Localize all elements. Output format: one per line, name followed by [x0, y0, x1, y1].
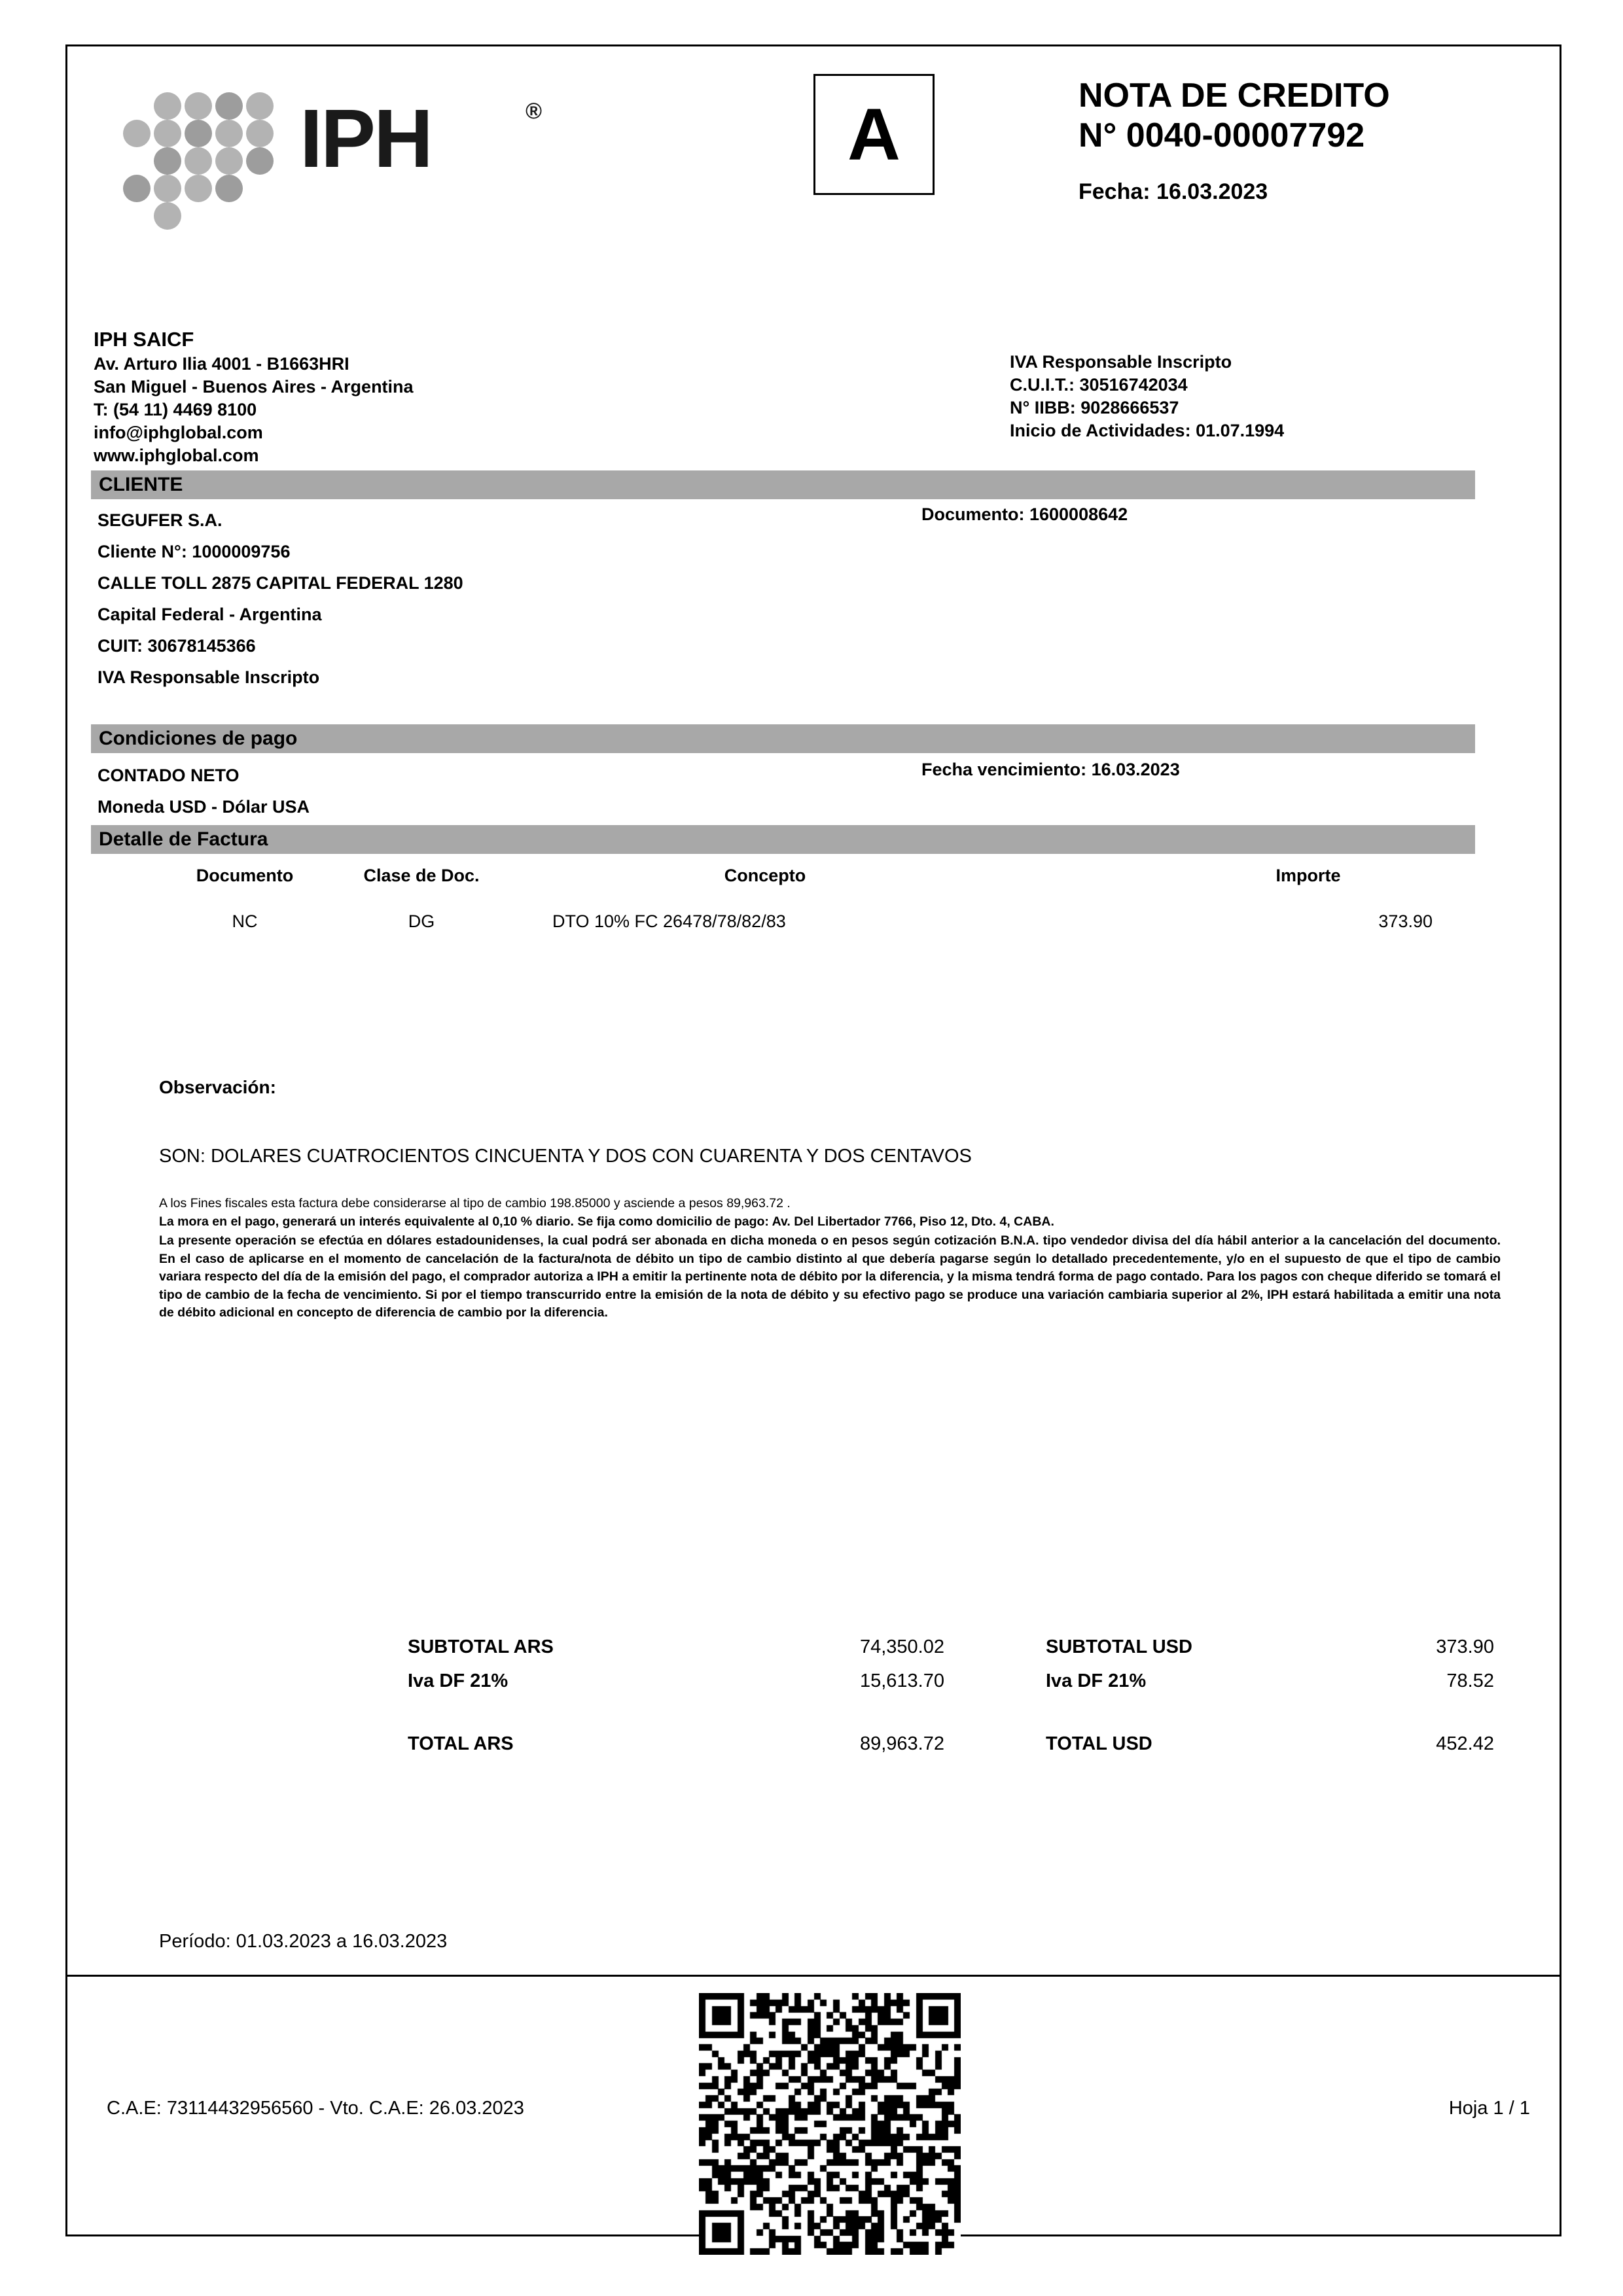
- legal-interest-note: La mora en el pago, generará un interés equivalente al 0,10 % diario. Se fija como domicilio de pago: Av. Del Libertador 7766, Piso 12, Dto. 4, CABA.: [159, 1214, 1054, 1229]
- payment-condition: CONTADO NETO: [98, 766, 240, 785]
- client-city: Capital Federal - Argentina: [98, 605, 322, 624]
- payment-currency: Moneda USD - Dólar USA: [98, 797, 310, 817]
- qr-code: [699, 1993, 961, 2255]
- document-header: [67, 46, 1560, 262]
- emitter-fiscal-block: [1010, 351, 1533, 442]
- emitter-address-line2: San Miguel - Buenos Aires - Argentina: [94, 377, 414, 397]
- emitter-activity-start: Inicio de Actividades: 01.07.1994: [1010, 421, 1285, 440]
- row-clase: DG: [408, 911, 435, 931]
- subtotal-ars-value: 74,350.02: [859, 1636, 944, 1657]
- document-frame: [65, 44, 1561, 2236]
- client-cuit: CUIT: 30678145366: [98, 636, 256, 656]
- client-address: CALLE TOLL 2875 CAPITAL FEDERAL 1280: [98, 573, 463, 593]
- company-logo: [94, 73, 543, 223]
- logo-text: IPH: [300, 92, 432, 185]
- subtotal-usd-label: SUBTOTAL USD: [1046, 1636, 1192, 1657]
- client-document: Documento: 1600008642: [921, 504, 1128, 524]
- client-section-header: [91, 470, 1475, 499]
- column-header-concepto: Concepto: [724, 866, 806, 885]
- legal-exchange-rate-note: A los Fines fiscales esta factura debe considerarse al tipo de cambio 198.85000 y asciende a pesos 89,963.72 .: [159, 1196, 791, 1210]
- emitter-website: www.iphglobal.com: [94, 446, 259, 465]
- column-header-clase: Clase de Doc.: [363, 866, 480, 885]
- logo-dots-icon: [123, 92, 293, 223]
- payment-section-header: [91, 724, 1475, 753]
- iva-usd-value: 78.52: [1446, 1670, 1494, 1691]
- observation-title: Observación:: [159, 1077, 276, 1097]
- row-importe: 373.90: [1378, 911, 1433, 931]
- document-date: Fecha: 16.03.2023: [1079, 179, 1268, 204]
- client-name: SEGUFER S.A.: [98, 510, 223, 530]
- cae-text: C.A.E: 73114432956560 - Vto. C.A.E: 26.03.2023: [107, 2098, 524, 2119]
- subtotal-usd-value: 373.90: [1436, 1636, 1494, 1657]
- iva-ars-label: Iva DF 21%: [408, 1670, 508, 1691]
- emitter-block: [94, 328, 813, 467]
- observation-amount-in-words: SON: DOLARES CUATROCIENTOS CINCUENTA Y DOS CON CUARENTA Y DOS CENTAVOS: [159, 1146, 972, 1167]
- iva-usd-label: Iva DF 21%: [1046, 1670, 1147, 1691]
- total-ars-value: 89,963.72: [859, 1733, 944, 1754]
- emitter-email: info@iphglobal.com: [94, 423, 263, 442]
- emitter-address-line1: Av. Arturo Ilia 4001 - B1663HRI: [94, 354, 349, 374]
- legal-text-block: [159, 1195, 1501, 1322]
- period-text: Período: 01.03.2023 a 16.03.2023: [159, 1931, 448, 1952]
- subtotal-ars-label: SUBTOTAL ARS: [408, 1636, 554, 1657]
- total-usd-label: TOTAL USD: [1046, 1733, 1152, 1754]
- row-concepto: DTO 10% FC 26478/78/82/83: [552, 911, 786, 931]
- emitter-phone: T: (54 11) 4469 8100: [94, 400, 257, 419]
- payment-due-date: Fecha vencimiento: 16.03.2023: [921, 760, 1180, 779]
- iva-ars-value: 15,613.70: [859, 1670, 944, 1691]
- legal-currency-clause: La presente operación se efectúa en dólares estadounidenses, la cual podrá ser abonada en dicha moneda o en pesos según cotización B.N.A. tipo vendedor divisa del día hábil anterior a la cancelación del documento. En el caso de aplicarse en el momento de cancelación de la factura/nota de débito un tipo de cambio distinto al que debería pagarse según lo detallado precedentemente, y/o en el supuesto de que el tipo de cambio variara respecto del día de la emisión del pago, el comprador autoriza a IPH a emitir la pertinente nota de débito por la diferencia, y la misma tendrá forma de pago contado. Para los pagos con cheque diferido se tomará el tipo de cambio de la fecha de vencimiento. Si por el tiempo transcurrido entre la emisión de la nota de débito y su efectivo pago se produce una variación cambiaria superior al 2%, IPH estará habilitada a emitir una nota de débito adicional en concepto de diferencia de cambio por la diferencia.: [159, 1233, 1501, 1320]
- document-number: N° 0040-00007792: [1079, 116, 1365, 154]
- column-header-documento: Documento: [196, 866, 294, 885]
- invoice-type-letter-box: [813, 74, 935, 195]
- emitter-iva-condition: IVA Responsable Inscripto: [1010, 352, 1232, 372]
- footer-divider: [67, 1975, 1560, 1977]
- emitter-name: IPH SAICF: [94, 328, 194, 351]
- emitter-iibb: N° IIBB: 9028666537: [1010, 398, 1179, 417]
- invoice-type-letter: A: [847, 94, 901, 175]
- row-documento: NC: [232, 911, 258, 931]
- total-ars-label: TOTAL ARS: [408, 1733, 514, 1754]
- logo-registered-mark: ®: [526, 99, 543, 124]
- payment-section-title: Condiciones de pago: [99, 728, 298, 749]
- emitter-cuit: C.U.I.T.: 30516742034: [1010, 375, 1188, 395]
- total-usd-value: 452.42: [1436, 1733, 1494, 1754]
- client-number: Cliente N°: 1000009756: [98, 542, 291, 561]
- page-number: Hoja 1 / 1: [1448, 2098, 1530, 2119]
- column-header-importe: Importe: [1275, 866, 1341, 885]
- client-section-title: CLIENTE: [99, 474, 183, 495]
- detail-section-title: Detalle de Factura: [99, 828, 268, 850]
- client-iva-condition: IVA Responsable Inscripto: [98, 667, 320, 687]
- header-right-edge-rule: [1560, 262, 1561, 341]
- detail-section-header: [91, 825, 1475, 854]
- document-title-block: [1079, 76, 1537, 205]
- document-type-title: NOTA DE CREDITO: [1079, 77, 1390, 115]
